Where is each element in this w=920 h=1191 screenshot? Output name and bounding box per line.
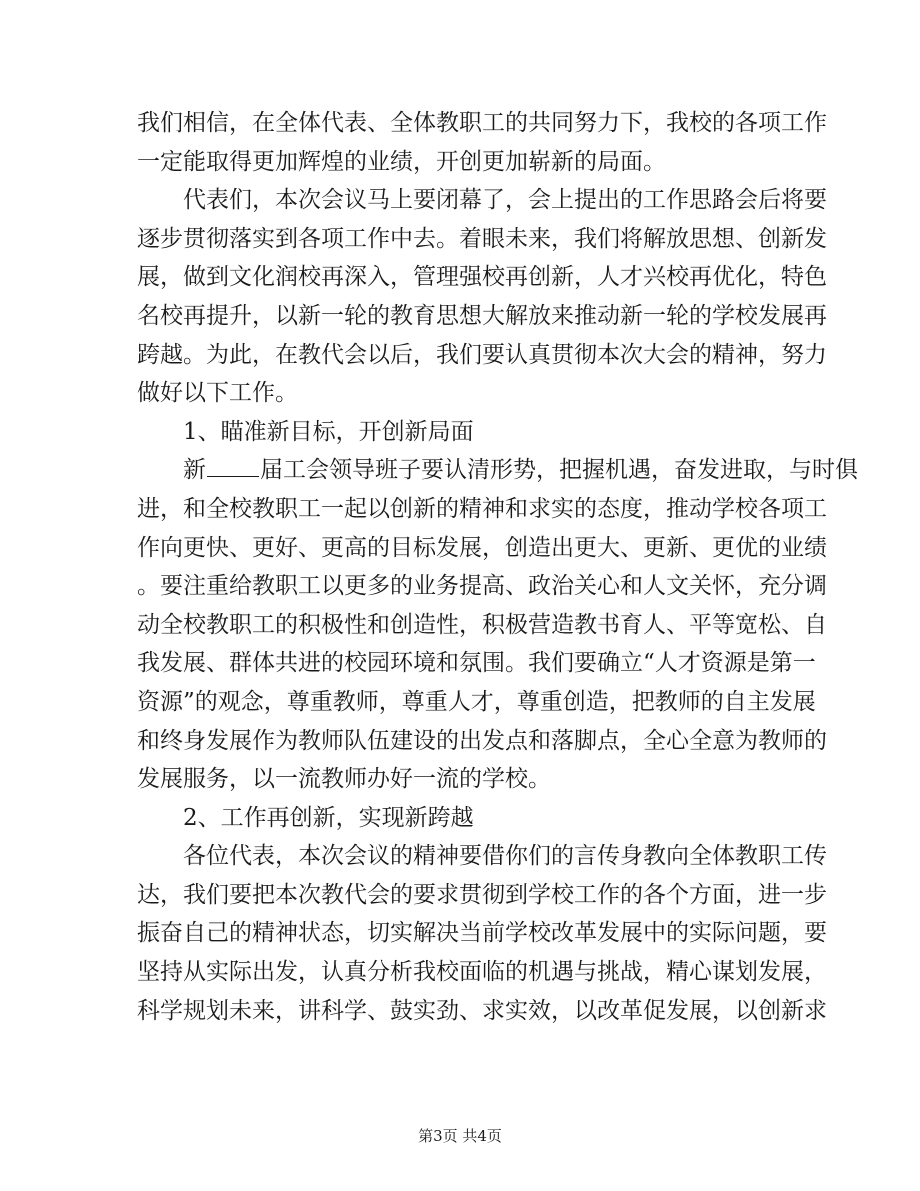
text-line: 各位代表，本次会议的精神要借你们的言传身教向全体教职工传 <box>183 843 827 870</box>
text-line: 逐步贯彻落实到各项工作中去。着眼未来，我们将解放思想、创新发 <box>137 225 827 252</box>
text-line: 和终身发展作为教师队伍建设的出发点和落脚点，全心全意为教师的 <box>137 727 827 754</box>
text-line: 代表们，本次会议马上要闭幕了，会上提出的工作思路会后将要 <box>183 187 827 214</box>
text-line: 振奋自己的精神状态，切实解决当前学校改革发展中的实际问题，要 <box>137 920 827 947</box>
text-line: 动全校教职工的积极性和创造性，积极营造教书育人、平等宽松、自 <box>137 611 827 638</box>
text-line: 展，做到文化润校再深入，管理强校再创新，人才兴校再优化，特色 <box>137 264 827 291</box>
text-line: 名校再提升，以新一轮的教育思想大解放来推动新一轮的学校发展再 <box>137 302 827 329</box>
text-line: 坚持从实际出发，认真分析我校面临的机遇与挑战，精心谋划发展， <box>137 959 827 986</box>
fill-in-blank <box>207 452 259 477</box>
text-line: 。要注重给教职工以更多的业务提高、政治关心和人文关怀，充分调 <box>137 573 827 600</box>
text-line: 发展服务，以一流教师办好一流的学校。 <box>137 766 551 793</box>
text-line: 达，我们要把本次教代会的要求贯彻到学校工作的各个方面，进一步 <box>137 881 827 908</box>
text-line <box>137 451 858 490</box>
text-line: 进，和全校教职工一起以创新的精神和求实的态度，推动学校各项工 <box>137 495 827 522</box>
text-line: 1、瞄准新目标，开创新局面 <box>183 418 474 445</box>
text-line: 做好以下工作。 <box>137 380 298 407</box>
text-line: 一定能取得更加辉煌的业绩，开创更加崭新的局面。 <box>137 148 666 175</box>
page-footer: 第3页 共4页 <box>418 1127 502 1145</box>
text-line: 科学规划未来，讲科学、鼓实劲、求实效，以改革促发展，以创新求 <box>137 997 827 1024</box>
text-line: 作向更快、更好、更高的目标发展，创造出更大、更新、更优的业绩 <box>137 534 827 561</box>
text-line: 我们相信，在全体代表、全体教职工的共同努力下，我校的各项工作 <box>137 110 827 136</box>
text-line: 跨越。为此，在教代会以后，我们要认真贯彻本次大会的精神，努力 <box>137 341 827 368</box>
text-line: 我发展、群体共进的校园环境和氛围。我们要确立“人才资源是第一 <box>137 650 816 677</box>
text-line-rest: 届工会领导班子要认清形势，把握机遇，奋发进取，与时俱 <box>260 457 858 484</box>
document-body <box>137 104 858 1030</box>
text-line: 资源”的观念，尊重教师，尊重人才，尊重创造，把教师的自主发展 <box>137 688 816 715</box>
text-line: 2、工作再创新，实现新跨越 <box>183 804 474 831</box>
text-line-prefix: 新 <box>183 457 206 484</box>
